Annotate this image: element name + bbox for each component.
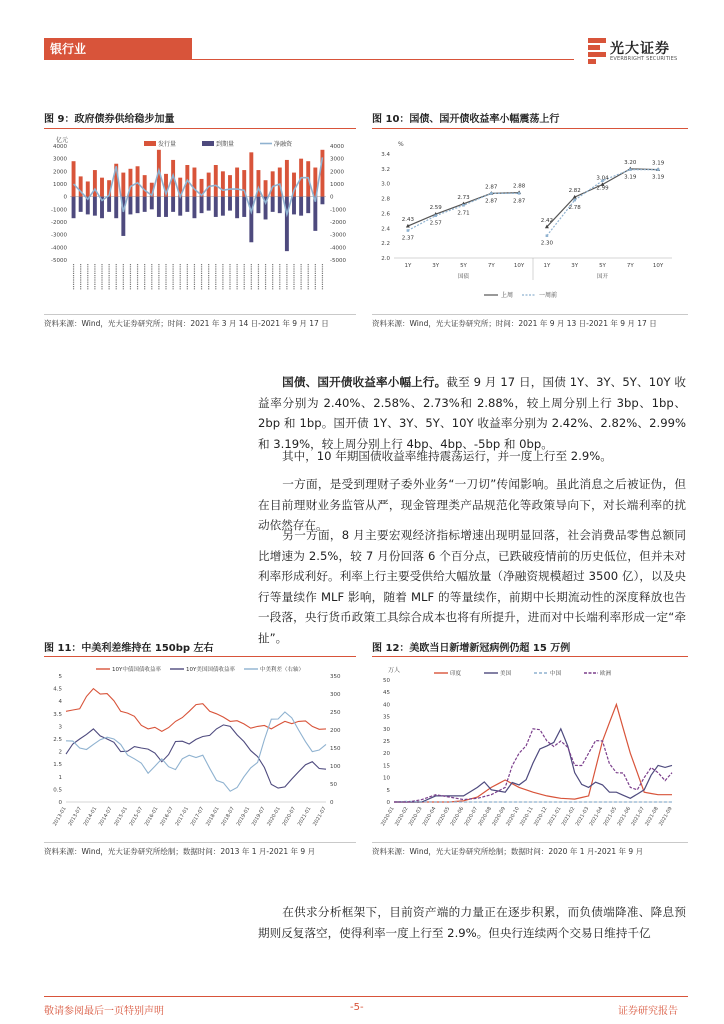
fig11-chart xyxy=(44,660,356,838)
fig9-bar-issuance xyxy=(285,160,289,197)
fig12-xtick: 2021-03 xyxy=(574,806,591,828)
paragraph-5-text: 在供求分析框架下，目前资产端的力量正在逐步积累，而负债端降准、降息预期则反复落空，使得利率一度上行至 2.9%。但央行连续两个交易日维持千亿 xyxy=(258,905,686,940)
fig9-ytick-right: -4000 xyxy=(330,245,346,252)
fig11-xtick: 2019-07 xyxy=(250,806,267,828)
footer-report-type: 证券研究报告 xyxy=(618,1006,678,1017)
fig11-ytick: 1.5 xyxy=(53,762,62,769)
fig10-data-label: 3.20 xyxy=(624,159,637,166)
fig9-legend-label: 发行量 xyxy=(158,141,177,148)
fig9-bar-maturity xyxy=(249,197,253,243)
fig9-bar-maturity xyxy=(200,197,204,213)
footer-page-number: -5- xyxy=(350,1002,364,1013)
fig10-xtick: 10Y xyxy=(513,263,525,269)
fig11-ytick: 3.5 xyxy=(53,711,62,718)
fig9-bar-maturity xyxy=(185,197,189,212)
fig9-bar-maturity xyxy=(192,197,196,219)
fig11-xtick: 2016-07 xyxy=(159,806,175,828)
fig10-source: 资料来源：Wind，光大证券研究所；时间：2021 年 9 月 13 日-2021 年 9 月 17 日 xyxy=(372,319,657,328)
fig11-xtick: 2020-01 xyxy=(266,806,282,828)
fig11-line xyxy=(66,725,326,788)
fig10-ytick: 2.0 xyxy=(381,256,390,262)
fig9-bar-maturity xyxy=(79,197,83,212)
fig10-data-label: 2.57 xyxy=(429,220,442,227)
fig9-legend-swatch xyxy=(202,141,214,146)
fig10-data-label: 2.99 xyxy=(596,185,609,192)
fig9-legend-label: 到期量 xyxy=(216,141,235,148)
paragraph-1 xyxy=(258,372,686,454)
fig11-xtick: 2017-07 xyxy=(189,806,206,828)
fig12-ytick: 10 xyxy=(383,775,390,782)
fig11-legend-label: 10Y美国国债收益率 xyxy=(186,667,235,673)
fig9-bar-issuance xyxy=(72,161,76,196)
fig10-legend-label: 一周前 xyxy=(539,292,558,299)
fig11-xtick: 2020-07 xyxy=(281,806,298,828)
paragraph-5 xyxy=(258,902,686,943)
fig10-bottom-rule xyxy=(372,314,688,315)
fig9-bar-maturity xyxy=(235,197,239,219)
fig12-xtick: 2020-03 xyxy=(407,806,424,828)
fig9-bar-maturity xyxy=(306,197,310,213)
fig9-ytick: -1000 xyxy=(51,207,67,214)
fig10-data-label: 2.87 xyxy=(485,184,498,191)
fig9-bar-maturity xyxy=(214,197,218,217)
fig9-title: 图 9：政府债券供给稳步加量 xyxy=(44,114,175,125)
fig9-bar-maturity xyxy=(221,197,225,216)
fig12-xtick: 2020-08 xyxy=(477,806,494,828)
brand-logo xyxy=(588,36,688,70)
fig10-ytick: 2.2 xyxy=(381,241,390,248)
fig9-bar-maturity xyxy=(178,197,182,216)
fig10-data-label: 2.88 xyxy=(512,183,526,190)
fig11-xtick: 2017-01 xyxy=(174,806,191,828)
fig9-bar-issuance xyxy=(320,150,324,197)
fig10-marker xyxy=(629,168,632,171)
fig12-legend-label: 中国 xyxy=(550,671,562,677)
paragraph-3-text: 一方面，是受到理财子委外业务“一刀切”传闻影响。虽此消息之后被证伪，但在目前理财业务监管从严，现金管理类产品规范化等政策导向下，对长端利率的扰动依然存在。 xyxy=(258,477,686,532)
fig9-ytick: 2000 xyxy=(53,169,67,176)
fig9-ytick-right: 4000 xyxy=(330,144,344,150)
fig9-ytick: -5000 xyxy=(51,258,67,264)
fig10-xtick: 7Y xyxy=(626,263,634,269)
fig10-data-label: 3.04 xyxy=(596,175,609,182)
brand-name-cn: 光大证券 xyxy=(610,41,670,57)
fig9-ytick-right: 2000 xyxy=(330,169,344,176)
fig12-xtick: 2020-04 xyxy=(421,806,438,828)
fig11-bottom-rule xyxy=(44,842,356,843)
fig11-ytick-right: 200 xyxy=(330,728,341,734)
fig9-bar-maturity xyxy=(242,197,246,217)
fig11-xtick: 2016-01 xyxy=(143,806,160,828)
fig9-ytick-right: -2000 xyxy=(330,220,346,226)
fig12-source: 资料来源：Wind，光大证券研究所绘制；数据时间：2020 年 1 月-2021 年 9 月 xyxy=(372,847,644,856)
fig9-ytick-right: -1000 xyxy=(330,207,346,214)
fig11-ytick-right: 100 xyxy=(330,764,341,770)
fig10-xtick: 3Y xyxy=(571,263,579,269)
fig10-marker xyxy=(546,234,549,237)
fig9-bar-issuance xyxy=(221,171,225,196)
fig9-bar-maturity xyxy=(171,197,175,212)
page-header xyxy=(44,38,680,60)
fig10-xtick: 10Y xyxy=(652,263,664,269)
fig12-xtick: 2020-06 xyxy=(449,806,466,828)
fig11-xtick: 2019-01 xyxy=(235,806,252,828)
fig9-bar-maturity xyxy=(207,197,211,211)
fig9-bar-maturity xyxy=(164,197,168,217)
fig9-bar-issuance xyxy=(249,152,253,196)
fig12-legend-label: 欧洲 xyxy=(600,671,612,677)
fig12-ytick: 35 xyxy=(383,714,390,721)
fig10-data-label: 2.87 xyxy=(512,198,526,205)
fig12-ytick: 0 xyxy=(386,800,390,806)
fig12-ytick: 30 xyxy=(383,726,390,733)
fig10-ytick: 3.2 xyxy=(381,166,390,173)
paragraph-1-lead: 国债、国开债收益率小幅上行。 xyxy=(282,375,447,389)
fig9-bar-maturity xyxy=(136,197,140,213)
fig10-ytick: 2.8 xyxy=(381,196,390,203)
fig12-xtick: 2021-05 xyxy=(602,806,619,828)
fig12-ytick: 50 xyxy=(383,678,390,684)
fig9-ytick-right: -5000 xyxy=(330,258,346,264)
fig11-ytick-right: 350 xyxy=(330,674,341,680)
brand-logo-icon xyxy=(588,38,606,64)
fig9-bar-maturity xyxy=(150,197,154,210)
fig9-chart xyxy=(44,132,356,310)
fig9-bar-issuance xyxy=(214,165,218,197)
fig12-title-rule xyxy=(372,656,688,657)
fig9-bar-maturity xyxy=(320,197,324,205)
fig9-ytick: -4000 xyxy=(51,245,67,252)
fig12-y-unit: 万人 xyxy=(388,667,401,674)
fig9-ytick: 1000 xyxy=(53,182,67,188)
fig9-bar-maturity xyxy=(107,197,111,212)
fig12-ytick: 20 xyxy=(383,751,390,758)
fig11-ytick: 2.5 xyxy=(53,737,62,743)
fig9-ytick: -2000 xyxy=(51,220,67,226)
fig10-xtick: 5Y xyxy=(460,263,467,269)
fig9-ytick: -3000 xyxy=(51,232,67,239)
fig12-xtick: 2020-11 xyxy=(519,806,535,828)
fig9-bar-maturity xyxy=(278,197,282,213)
fig9-bar-issuance xyxy=(235,168,239,197)
paragraph-1-text: 截至 9 月 17 日，国债 1Y、3Y、5Y、10Y 收益率分别为 2.40%、2.58%、2.73%和 2.88%，较上周分别上行 3bp、1bp、2bp 和 1bp。国开债 1Y、3Y、5Y、10Y 收益率分别为 2.42%、2.82%、2.99% 和 3.19%，较上周分别上行 4bp、4bp、-5bp 和 0bp。 xyxy=(258,375,686,451)
fig9-legend-swatch xyxy=(144,141,156,146)
fig9-bar-maturity xyxy=(292,197,296,215)
fig9-bar-maturity xyxy=(157,197,161,217)
fig12-ytick: 15 xyxy=(383,763,390,770)
fig9-bar-issuance xyxy=(100,178,104,197)
fig9-bar-issuance xyxy=(136,166,140,196)
paragraph-2-text: 其中，10 年期国债收益率维持震荡运行，并一度上行至 2.9%。 xyxy=(282,449,612,463)
fig10-xtick: 5Y xyxy=(599,263,606,269)
fig11-xtick: 2021-01 xyxy=(296,806,313,828)
fig11-line xyxy=(66,712,326,791)
fig11-xtick: 2021-07 xyxy=(312,806,328,828)
fig11-xtick: 2014-07 xyxy=(97,806,114,828)
fig12-xtick: 2020-05 xyxy=(435,806,452,828)
fig10-marker xyxy=(434,214,437,217)
fig11-xtick: 2015-07 xyxy=(128,806,145,828)
fig10-data-label: 2.87 xyxy=(485,198,498,205)
fig10-xtick: 1Y xyxy=(543,263,551,269)
fig10-data-label: 2.30 xyxy=(540,240,554,247)
fig10-marker xyxy=(490,192,493,195)
fig12-chart xyxy=(372,660,688,838)
fig11-ytick-right: 300 xyxy=(330,692,341,698)
fig12-xtick: 2020-01 xyxy=(380,806,396,828)
fig11-title-rule xyxy=(44,656,356,657)
fig9-bar-issuance xyxy=(228,175,232,197)
fig10-marker xyxy=(518,192,521,195)
fig12-ytick: 5 xyxy=(386,787,390,794)
fig10-group-label: 国开 xyxy=(596,274,609,280)
fig10-title: 图 10：国债、国开债收益率小幅震荡上行 xyxy=(372,114,560,125)
fig10-marker xyxy=(573,199,576,202)
fig11-ytick: 4 xyxy=(58,699,62,706)
fig11-title: 图 11：中美利差维持在 150bp 左右 xyxy=(44,643,214,654)
fig9-bar-issuance xyxy=(143,175,147,197)
fig9-ytick-right: 3000 xyxy=(330,156,344,163)
fig11-xtick: 2013-07 xyxy=(67,806,84,828)
fig11-ytick-right: 50 xyxy=(330,782,337,788)
fig9-bar-maturity xyxy=(128,197,132,215)
fig10-ytick: 3.0 xyxy=(381,181,390,188)
fig12-xtick: 2021-06 xyxy=(616,806,633,828)
fig12-ytick: 40 xyxy=(383,702,390,709)
fig12-xtick: 2021-07 xyxy=(630,806,646,828)
fig12-xtick: 2020-07 xyxy=(463,806,480,828)
fig12-xtick: 2020-12 xyxy=(532,806,549,828)
fig10-ytick: 3.4 xyxy=(381,152,390,158)
fig10-data-label: 3.19 xyxy=(651,174,665,181)
fig10-data-label: 2.43 xyxy=(401,217,415,224)
fig11-xtick: 2013-01 xyxy=(52,806,68,828)
fig9-bar-maturity xyxy=(114,197,118,219)
fig9-bar-issuance xyxy=(121,173,125,197)
paragraph-2 xyxy=(258,446,686,467)
fig10-y-unit: % xyxy=(398,141,404,148)
fig11-xtick: 2018-07 xyxy=(220,806,236,828)
fig12-legend-label: 印度 xyxy=(450,671,462,677)
fig10-data-label: 3.19 xyxy=(624,174,637,181)
fig11-ytick: 0.5 xyxy=(53,787,62,794)
paragraph-4-text: 另一方面，8 月主要宏观经济指标增速出现明显回落，社会消费品零售总额同比增速为 2.5%，较 7 月份回落 6 个百分点，已跌破疫情前的历史低位，但并未对利率形成利好。利率上行主要受供给大幅放量（净融资规模超过 3500 亿），以及央行等量续作 MLF 影响，随着 MLF 的等量续作，前期中长期流动性的深度释放也告一段落，央行货币政策工具综合成本也将有所提升，进而对中长端利率形成一定“牵扯”。 xyxy=(258,528,686,645)
fig10-data-label: 3.19 xyxy=(651,160,665,167)
fig9-source: 资料来源：Wind，光大证券研究所；时间：2021 年 3 月 14 日-2021 年 9 月 17 日 xyxy=(44,319,329,328)
fig10-data-label: 2.78 xyxy=(568,205,581,212)
fig10-data-label: 2.59 xyxy=(429,205,442,212)
fig9-bar-issuance xyxy=(192,168,196,197)
fig10-ytick: 2.4 xyxy=(381,226,390,233)
fig10-data-label: 2.42 xyxy=(540,217,554,224)
fig12-legend-label: 美国 xyxy=(500,671,512,677)
fig9-ytick: 4000 xyxy=(53,144,67,150)
fig10-legend-label: 上周 xyxy=(501,292,514,299)
fig11-xtick: 2014-01 xyxy=(82,806,99,828)
fig9-bar-maturity xyxy=(143,197,147,212)
fig11-legend-label: 中美利差（右轴） xyxy=(260,667,305,673)
fig9-bar-issuance xyxy=(207,173,211,197)
fig12-title: 图 12：美欧当日新增新冠病例仍超 15 万例 xyxy=(372,643,571,654)
fig10-marker xyxy=(657,168,660,171)
fig9-bar-maturity xyxy=(228,197,232,211)
fig11-ytick: 5 xyxy=(58,674,62,680)
fig9-ytick: 0 xyxy=(63,194,67,201)
fig10-xtick: 7Y xyxy=(487,263,495,269)
fig9-bar-issuance xyxy=(86,181,90,196)
fig11-ytick-right: 150 xyxy=(330,746,341,752)
fig10-marker xyxy=(462,204,465,207)
fig10-data-label: 2.71 xyxy=(457,210,470,217)
fig12-line xyxy=(394,729,672,802)
fig11-ytick: 4.5 xyxy=(53,686,62,693)
fig12-xtick: 2021-09 xyxy=(658,806,674,828)
fig11-xtick: 2015-01 xyxy=(113,806,129,828)
fig12-bottom-rule xyxy=(372,842,688,843)
fig9-bar-maturity xyxy=(93,197,97,216)
fig9-title-rule xyxy=(44,128,356,129)
fig9-legend-label: 净融资 xyxy=(274,141,293,148)
fig12-ytick: 25 xyxy=(383,739,390,745)
fig12-xtick: 2021-02 xyxy=(560,806,577,828)
fig10-title-rule xyxy=(372,128,688,129)
header-rule xyxy=(44,59,574,60)
brand-name-en: EVERBRIGHT SECURITIES xyxy=(610,56,678,62)
fig9-ytick-right: 0 xyxy=(330,194,334,201)
fig10-data-label: 2.73 xyxy=(457,194,470,201)
fig10-chart xyxy=(372,132,688,310)
fig9-ytick-right: -3000 xyxy=(330,232,346,239)
fig10-data-label: 2.82 xyxy=(568,188,581,195)
fig11-line xyxy=(66,689,326,732)
fig12-xtick: 2020-09 xyxy=(491,806,507,828)
fig9-y-unit: 亿元 xyxy=(56,137,69,144)
paragraph-4 xyxy=(258,525,686,648)
fig10-xtick: 3Y xyxy=(432,263,440,269)
fig9-bar-maturity xyxy=(256,197,260,213)
fig12-ytick: 45 xyxy=(383,690,390,697)
fig12-xtick: 2021-01 xyxy=(546,806,563,828)
fig12-line xyxy=(394,729,672,802)
fig11-xtick: 2018-01 xyxy=(205,806,221,828)
fig10-group-label: 国债 xyxy=(457,274,470,280)
fig9-ytick-right: 1000 xyxy=(330,182,344,188)
fig9-ytick: 3000 xyxy=(53,156,67,163)
fig10-marker xyxy=(407,229,410,232)
fig9-bar-maturity xyxy=(299,197,303,216)
fig9-bar-maturity xyxy=(285,197,289,251)
fig11-ytick: 3 xyxy=(58,724,62,731)
fig12-xtick: 2021-08 xyxy=(644,806,660,828)
fig9-bar-maturity xyxy=(72,197,76,219)
fig10-ytick: 2.6 xyxy=(381,211,390,218)
fig12-xtick: 2020-10 xyxy=(505,806,521,828)
fig10-data-label: 2.37 xyxy=(401,235,415,242)
footer-rule xyxy=(44,996,688,997)
fig10-xtick: 1Y xyxy=(404,263,412,269)
fig9-bottom-rule xyxy=(44,314,356,315)
fig9-bar-maturity xyxy=(271,197,275,212)
fig11-ytick: 1 xyxy=(58,774,62,781)
fig9-bar-issuance xyxy=(271,171,275,196)
sector-tag: 银行业 xyxy=(44,38,192,60)
fig11-source: 资料来源：Wind，光大证券研究所绘制；数据时间：2013 年 1 月-2021 年 9 月 xyxy=(44,847,316,856)
fig11-legend-label: 10Y中债国债收益率 xyxy=(112,667,161,673)
fig9-bar-issuance xyxy=(264,180,268,196)
footer-disclaimer: 敬请参阅最后一页特别声明 xyxy=(44,1006,164,1017)
fig11-ytick: 0 xyxy=(58,800,62,806)
fig11-ytick-right: 0 xyxy=(330,800,334,806)
fig11-ytick-right: 250 xyxy=(330,710,341,716)
fig12-xtick: 2021-04 xyxy=(588,806,605,828)
fig12-xtick: 2020-02 xyxy=(393,806,410,828)
fig11-ytick: 2 xyxy=(58,749,62,756)
